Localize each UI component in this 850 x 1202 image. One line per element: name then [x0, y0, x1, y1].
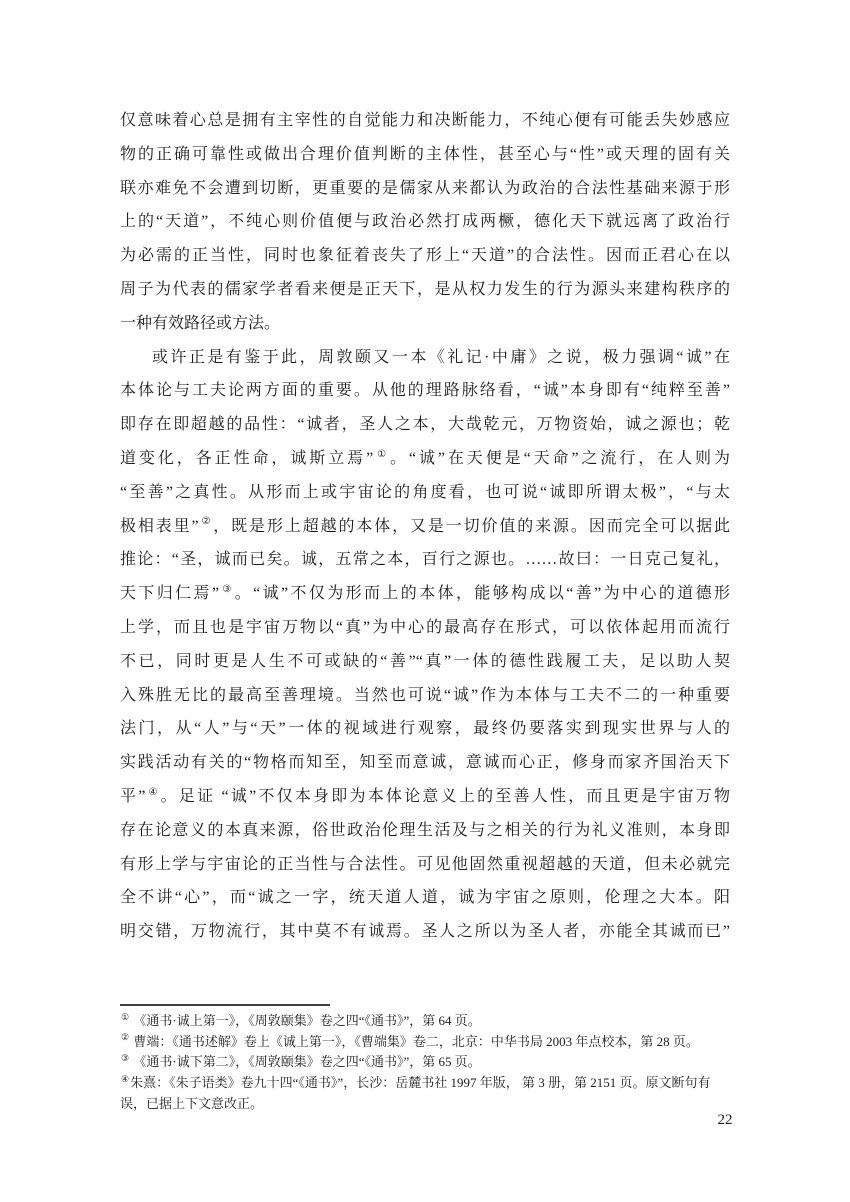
footnote-marker: ①: [121, 1011, 130, 1022]
body-line: 有形上学与宇宙论的正当性与合法性。可见他固然重视超越的天道，但未必就完: [120, 855, 730, 873]
footnote-line: 误，已据上下文意改正。: [120, 1095, 264, 1111]
footnote-line: ① 《通书·诚上第一》，《周敦颐集》卷之四“《通书》”，第 64 页。: [121, 1011, 481, 1028]
body-line: 实践活动有关的“物格而知至，知至而意诚，意诚而心正，修身而家齐国治天下: [120, 754, 730, 772]
body-line: 入殊胜无比的最高至善理境。当然也可说“诚”作为本体与工夫不二的一种重要: [120, 686, 730, 704]
body-line: 上的“天道”，不纯心则价值便与政治必然打成两橛，德化天下就远离了政治行: [120, 213, 730, 231]
body-text: [120, 104, 730, 949]
body-line: 仅意味着心总是拥有主宰性的自觉能力和决断能力，不纯心便有可能丢失妙感应: [120, 112, 730, 129]
footnote-marker: ③: [220, 583, 234, 595]
body-line: 极相表里”②，既是形上超越的本体，又是一切价值的来源。因而完全可以据此: [120, 516, 730, 535]
body-line: 或许正是有鉴于此，周敦颐又一本《礼记·中庸》之说，极力强调“诚”在: [152, 348, 730, 366]
body-line: 本体论与工夫论两方面的重要。从他的理路脉络看，“诚”本身即有“纯粹至善”: [120, 382, 730, 400]
body-line: 不已，同时更是人生不可或缺的“善”“真”一体的德性践履工夫，足以助人契: [120, 652, 730, 670]
footnote-marker: ④: [146, 786, 160, 798]
body-line: 物的正确可靠性或做出合理价值判断的主体性，甚至心与“性”或天理的固有关: [120, 145, 730, 163]
paragraph-1: [120, 104, 730, 341]
body-line: 法门，从“人”与“天”一体的视域进行观察，最终仍要落实到现实世界与人的: [120, 720, 730, 738]
page-number: 22: [717, 1112, 733, 1128]
body-line: “至善”之真性。从形而上或宇宙论的角度看，也可说“诚即所谓太极”，“与太: [120, 483, 730, 501]
paragraph-2: [120, 341, 730, 949]
footnote-separator: [120, 1004, 330, 1006]
footnote-marker: ①: [374, 448, 389, 460]
body-line: 即存在即超越的品性：“诚者，圣人之本，大哉乾元，万物资始，诚之源也；乾: [120, 416, 730, 434]
footnote-marker: ③: [121, 1053, 130, 1064]
footnote-line: ② 曹端：《通书述解》卷上《诚上第一》，《曹端集》卷二，北京：中华书局 2003 年点校本，第 28 页。: [121, 1032, 699, 1049]
body-line: 天下归仁焉”③。“诚”不仅为形而上的本体，能够构成以“善”为中心的道德形: [120, 583, 730, 603]
body-line: 周子为代表的儒家学者看来便是正天下，是从权力发生的行为源头来建构秩序的: [120, 280, 730, 298]
footnote-line: ④朱熹：《朱子语类》卷九十四“《通书》”，长沙：岳麓书社 1997 年版， 第 3 册，第 2151 页。原文断句有: [121, 1073, 711, 1091]
footnote-marker: ④: [121, 1073, 130, 1084]
body-line: 一种有效路径或方法。: [120, 314, 281, 332]
body-line: 全不讲“心”，而“诚之一字，统天道人道，诚为宇宙之原则，伦理之大本。阳: [120, 889, 730, 907]
footnote-section: [120, 1004, 742, 1115]
body-line: 为必需的正当性，同时也象征着丧失了形上“天道”的合法性。因而正君心在以: [120, 247, 730, 265]
body-line: 联亦难免不会遭到切断，更重要的是儒家从来都认为政治的合法性基础来源于形: [120, 179, 730, 197]
body-line: 平”④。足证 “诚”不仅本身即为本体论意义上的至善人性，而且更是宇宙万物: [120, 786, 730, 805]
footnote-line: ③ 《通书·诚下第二》，《周敦颐集》卷之四“《通书》”，第 65 页。: [121, 1053, 481, 1070]
body-line: 上学，而且也是宇宙万物以“真”为中心的最高存在形式，可以依体起用而流行: [120, 618, 730, 636]
body-line: 明交错，万物流行，其中莫不有诚焉。圣人之所以为圣人者，亦能全其诚而已”: [120, 923, 730, 941]
footnote-list: [120, 1011, 742, 1115]
footnote-marker: ②: [199, 516, 213, 528]
body-line: 道变化，各正性命，诚斯立焉”①。“诚”在天便是“天命”之流行，在人则为: [120, 448, 730, 467]
footnote-marker: ②: [121, 1032, 130, 1043]
body-line: 推论：“圣，诚而已矣。诚，五常之本，百行之源也。……故曰：一日克己复礼，: [120, 551, 730, 569]
body-line: 存在论意义的本真来源，俗世政治伦理生活及与之相关的行为礼义准则，本身即: [120, 821, 730, 839]
